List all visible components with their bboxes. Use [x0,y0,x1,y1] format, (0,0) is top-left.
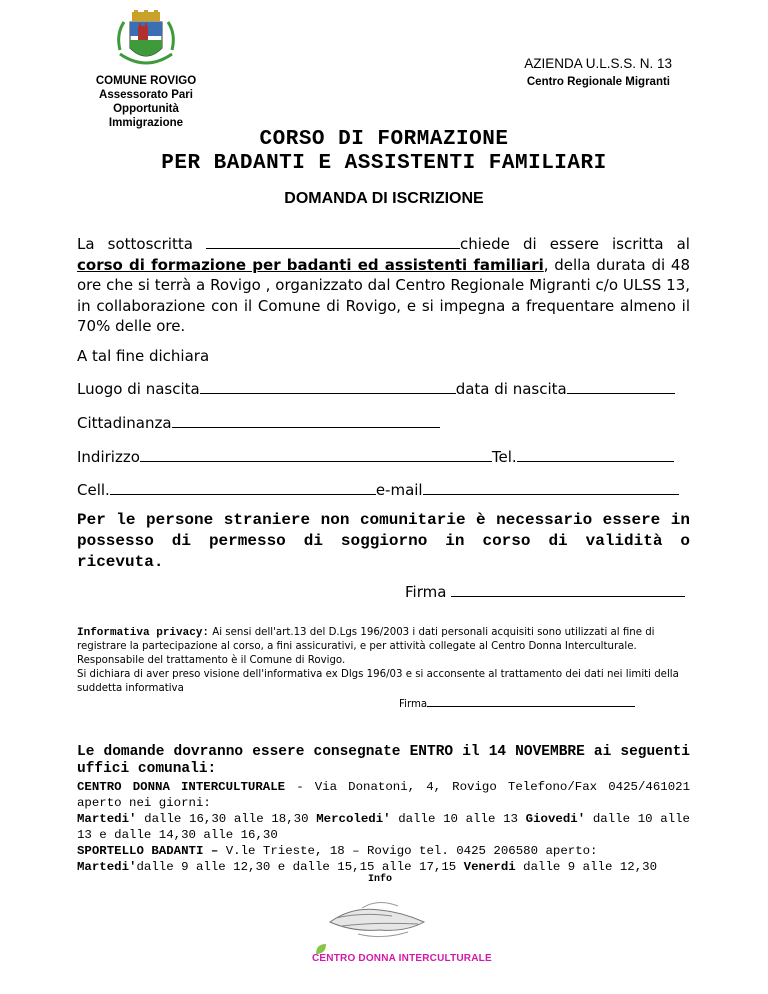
signature-label: Firma [405,583,447,601]
office-1-day-2: Mercoledi' [316,812,391,826]
privacy-consent: Si dichiara di aver preso visione dell'informativa ex Dlgs 196/03 e si acconsente al trattamento dei dati nei limiti della suddetta informativa [77,669,679,694]
privacy-signature-blank[interactable] [427,697,635,707]
cell-label: Cell. [77,481,110,499]
birthplace-label: Luogo di nascita [77,380,200,398]
privacy-signature-label: Firma [399,699,428,710]
office-2-time-2: dalle 9 alle 12,30 [515,860,658,874]
birthdate-label: data di nascita [455,380,567,398]
privacy-notice [77,626,690,696]
declaration-text: A tal fine dichiara [77,347,210,365]
office-2 [77,843,690,859]
department-name: Assessorato Pari Opportunità [99,89,193,115]
office-2-name: SPORTELLO BADANTI – [77,844,219,858]
course-name: corso di formazione per badanti ed assistenti familiari [77,255,544,274]
citizenship-blank[interactable] [172,414,440,428]
tel-blank[interactable] [517,448,674,462]
intro-paragraph [77,234,690,337]
residence-permit-note: Per le persone straniere non comunitarie è necessario essere in possesso di permesso di soggiorno in corso di validità o ricevuta. [77,511,690,571]
municipality-header [66,74,226,130]
address-row [77,448,674,466]
office-1-time-1: dalle 16,30 alle 18,30 [136,812,317,826]
office-2-hours [77,859,690,875]
email-label: e-mail [375,481,423,499]
offices-schedule [77,779,690,875]
office-1-time-3: dalle 10 alle 13 e dalle 14,30 alle 16,30 [77,812,690,842]
contact-row [77,481,679,499]
office-2-address: V.le Trieste, 18 – Rovigo tel. 0425 206580 aperto: [218,844,598,858]
coat-of-arms-icon [114,10,178,74]
hands-logo-icon [322,888,432,948]
form-subtitle: DOMANDA DI ISCRIZIONE [284,190,484,207]
birthdate-blank[interactable] [567,380,675,394]
department-subname: Immigrazione [108,117,184,129]
citizenship-row [77,414,440,432]
signature-blank[interactable] [451,583,685,597]
intro-request: chiede di essere iscritta al [460,235,690,253]
office-1-address: - Via Donatoni, 4, Rovigo Telefono/Fax 0425/461021 aperto nei giorni: [77,780,691,810]
tel-label: Tel. [491,448,517,466]
name-blank[interactable] [206,235,460,249]
health-authority-name: AZIENDA U.L.S.S. N. 13 [524,56,672,71]
office-1-name: CENTRO DONNA INTERCULTURALE [77,780,286,794]
birthplace-blank[interactable] [200,380,456,394]
course-title-line2: PER BADANTI E ASSISTENTI FAMILIARI [161,152,607,175]
center-logo-text: CENTRO DONNA INTERCULTURALE [312,953,492,964]
office-2-time-1: dalle 9 alle 12,30 e dalle 15,15 alle 17,15 [136,860,464,874]
course-title-line1: CORSO DI FORMAZIONE [259,128,509,151]
office-2-day-2: Venerdi [463,860,516,874]
address-label: Indirizzo [77,448,140,466]
intro-prefix: La sottoscritta [77,235,193,253]
cell-blank[interactable] [110,481,376,495]
signature-row [405,583,685,601]
email-blank[interactable] [423,481,679,495]
office-1-day-1: Martedi' [77,812,137,826]
office-1-hours [77,811,690,843]
municipality-name: COMUNE ROVIGO [95,75,197,87]
migrants-center-name: Centro Regionale Migranti [526,76,670,88]
birth-row [77,380,675,398]
address-blank[interactable] [140,448,492,462]
submission-title: Le domande dovranno essere consegnate ENTRO il 14 NOVEMBRE ai seguenti uffici comunali: [77,744,690,777]
office-2-day-1: Martedi' [77,860,137,874]
info-label: Info [368,874,393,885]
citizenship-label: Cittadinanza [77,414,172,432]
office-1-time-2: dalle 10 alle 13 [390,812,526,826]
privacy-text: Ai sensi dell'art.13 del D.Lgs 196/2003 i dati personali acquisiti sono utilizzati al fine di registrare la partecipazione al corso, a fini assicurativi, e per attività collegate al Centro Donna Interculturale. Responsabile del trattamento è il Comune di Rovigo. [77,627,655,666]
intro-rest: , della durata di 48 ore che si terrà a Rovigo , organizzato dal Centro Regionale Migranti c/o ULSS 13, in collaborazione con il Comune di Rovigo, e si impegna a frequentare almeno il 70% delle ore. [77,255,690,335]
office-1-day-3: Giovedi' [525,812,586,826]
privacy-signature-row [399,697,635,710]
privacy-paragraph [77,626,690,668]
privacy-heading: Informativa privacy: [77,627,210,639]
office-1 [77,779,690,811]
